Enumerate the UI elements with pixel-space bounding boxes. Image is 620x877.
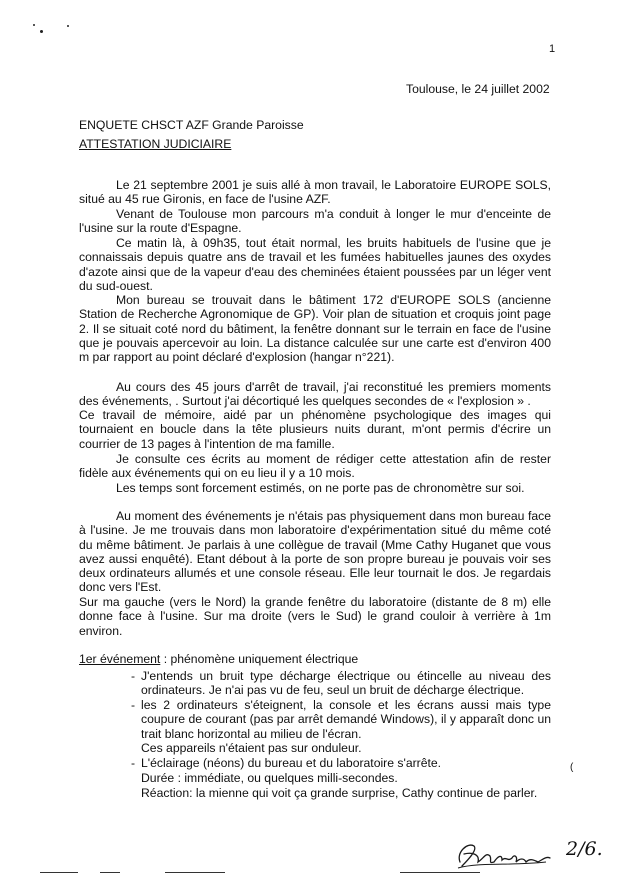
scan-speck xyxy=(33,24,35,26)
bullet-dash: - xyxy=(131,669,136,683)
page-mark: 2/6. xyxy=(566,838,603,860)
scan-speck xyxy=(67,25,69,27)
scan-artifact xyxy=(100,872,120,873)
event-title-rest: : phénomène uniquement électrique xyxy=(160,652,359,666)
paragraph-6: Ce travail de mémoire, aidé par un phénomène psychologique des images qui tournaient en boucle dans la tête plusieurs nuits durant, m'ont permis d'écrire un courrier de 13 pages à l'intention de ma famille. xyxy=(79,408,551,451)
paragraph-3: Ce matin là, à 09h35, tout était normal, les bruits habituels de l'usine que je connaissais depuis quatre ans de travail et les fumées habituelles jaunes des oxydes d'azote ainsi que de la vapeur d'eau des cheminées étaient poussées par un léger vent du sud-ouest. xyxy=(79,236,551,293)
margin-mark: ( xyxy=(570,762,574,773)
event-reaction: Réaction: la mienne qui voit ça grande surprise, Cathy continue de parler. xyxy=(141,786,538,800)
signature xyxy=(450,832,560,874)
event-label: 1er événement xyxy=(79,652,161,666)
event-item-3: L'éclairage (néons) du bureau et du laboratoire s'arrête. xyxy=(141,756,442,770)
document-subheading: ATTESTATION JUDICIAIRE xyxy=(79,137,232,151)
scan-artifact xyxy=(400,872,480,873)
scan-artifact xyxy=(165,872,225,873)
event-item-2: les 2 ordinateurs s'éteignent, la console et les écrans aussi mais type coupure de courant (pas par arrêt demandé Windows), il y apparaît donc un trait blanc horizontal au milieu de l'écran. xyxy=(141,698,551,741)
event-duration: Durée : immédiate, ou quelques milli-secondes. xyxy=(141,771,398,785)
paragraph-8: Les temps sont forcement estimés, on ne porte pas de chronomètre sur soi. xyxy=(116,481,525,495)
paragraph-1: Le 21 septembre 2001 je suis allé à mon travail, le Laboratoire EUROPE SOLS, situé au 45 rue Gironis, en face de l'usine AZF. xyxy=(79,178,551,207)
document-heading: ENQUETE CHSCT AZF Grande Paroisse xyxy=(79,118,304,132)
event-title xyxy=(79,652,358,666)
event-item-1: J'entends un bruit type décharge électrique ou étincelle au niveau des ordinateurs. Je n'ai pas vu de feu, seul un bruit de décharge électrique. xyxy=(141,669,551,698)
paragraph-9: Au moment des événements je n'étais pas physiquement dans mon bureau face à l'usine. Je me trouvais dans mon laboratoire d'expérimentation situé du même coté du même bâtiment. Je parlais à une collègue de travail (Mme Cathy Huganet que vous avez aussi enquêté). Etant débout à la porte de son propre bureau je pouvais voir ses deux ordinateurs allumés et une console réseau. Elle leur tournait le dos. Je regardais donc vers l'Est. xyxy=(79,509,551,595)
event-item-2-note: Ces appareils n'étaient pas sur onduleur. xyxy=(141,741,362,755)
place-date: Toulouse, le 24 juillet 2002 xyxy=(406,82,550,96)
paragraph-4: Mon bureau se trouvait dans le bâtiment 172 d'EUROPE SOLS (ancienne Station de Recherche Agronomique de GP). Voir plan de situation et croquis joint page 2. Il se situait coté nord du bâtiment, la fenêtre donnant sur le terrain en face de l'usine que je pouvais apercevoir au loin. La distance calculée sur une carte est d'environ 400 m par rapport au point déclaré d'explosion (hangar n°221). xyxy=(79,293,551,365)
paragraph-7: Je consulte ces écrits au moment de rédiger cette attestation afin de rester fidèle aux événements qui on eu lieu il y a 10 mois. xyxy=(79,452,551,481)
scan-artifact xyxy=(40,872,78,873)
page-number: 1 xyxy=(549,43,556,55)
bullet-dash: - xyxy=(131,698,136,712)
paragraph-5: Au cours des 45 jours d'arrêt de travail, j'ai reconstitué les premiers moments des événements, . Surtout j'ai décortiqué les quelques secondes de « l'explosion » . xyxy=(79,380,551,409)
paragraph-2: Venant de Toulouse mon parcours m'a conduit à longer le mur d'enceinte de l'usine sur la route d'Espagne. xyxy=(79,207,551,236)
scan-speck xyxy=(40,30,43,33)
paragraph-10: Sur ma gauche (vers le Nord) la grande fenêtre du laboratoire (distante de 8 m) elle donne face à l'usine. Sur ma droite (vers le Sud) le grand couloir à verrière à 1m environ. xyxy=(79,595,551,638)
bullet-dash: - xyxy=(131,756,136,770)
